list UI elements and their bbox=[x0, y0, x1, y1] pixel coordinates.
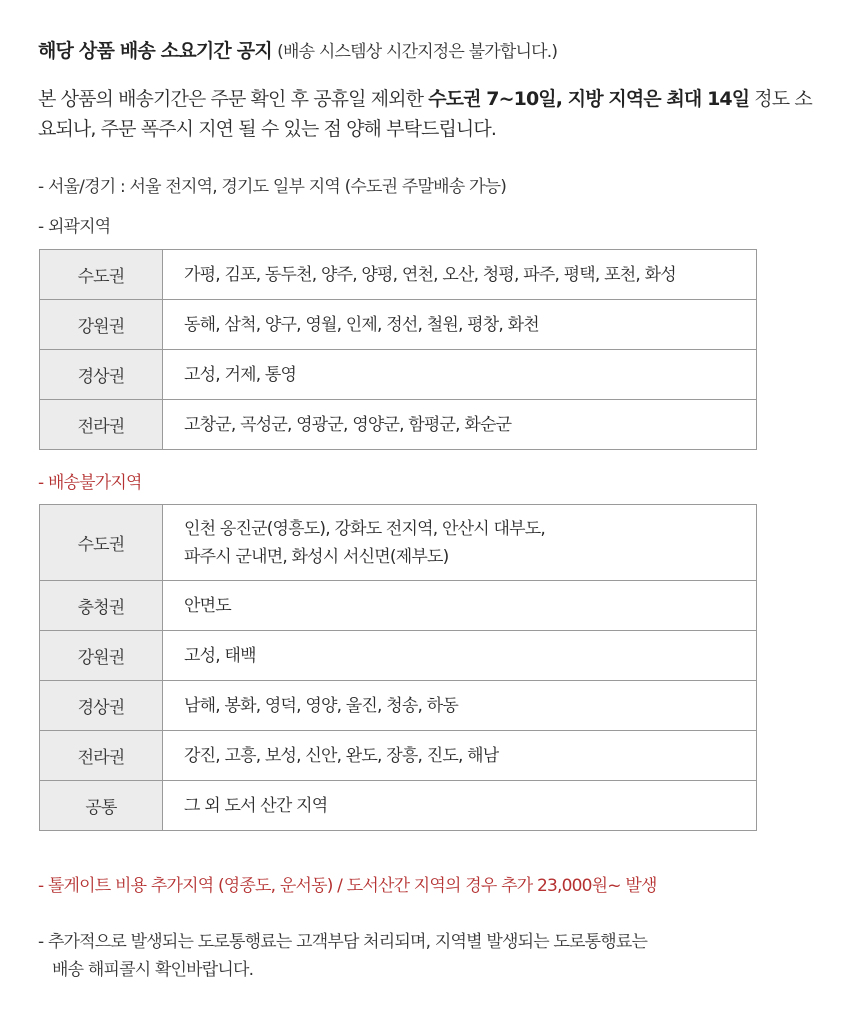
intro-text-2: 정도 소요되나, 주문 폭주시 지연 될 수 있는 점 양해 부탁드립니다. bbox=[38, 88, 812, 140]
table-row bbox=[40, 681, 757, 731]
table-row bbox=[40, 250, 757, 300]
intro-highlight: 수도권 7~10일, 지방 지역은 최대 14일 bbox=[428, 88, 750, 110]
areas-cell: 남해, 봉화, 영덕, 영양, 울진, 청송, 하동 bbox=[163, 681, 757, 731]
region-cell: 공통 bbox=[40, 781, 163, 831]
region-cell: 강원권 bbox=[40, 300, 163, 350]
areas-cell: 고성, 거제, 통영 bbox=[163, 350, 757, 400]
table-row bbox=[40, 631, 757, 681]
region-cell: 강원권 bbox=[40, 631, 163, 681]
areas-cell: 가평, 김포, 동두천, 양주, 양평, 연천, 오산, 청평, 파주, 평택, 포천, 화성 bbox=[163, 250, 757, 300]
table-row bbox=[40, 350, 757, 400]
blocked-table bbox=[39, 504, 757, 831]
table-row bbox=[40, 300, 757, 350]
road-note-line-2: 배송 해피콜시 확인바랍니다. bbox=[52, 960, 254, 980]
areas-cell bbox=[163, 505, 757, 581]
areas-cell: 동해, 삼척, 양구, 영월, 인제, 정선, 철원, 평창, 화천 bbox=[163, 300, 757, 350]
table-row bbox=[40, 505, 757, 581]
region-cell: 전라권 bbox=[40, 400, 163, 450]
table-row bbox=[40, 581, 757, 631]
seoul-line: - 서울/경기 : 서울 전지역, 경기도 일부 지역 (수도권 주말배송 가능) bbox=[38, 177, 507, 197]
areas-line: 파주시 군내면, 화성시 서신면(제부도) bbox=[184, 546, 449, 567]
road-note-line-1: - 추가적으로 발생되는 도로통행료는 고객부담 처리되며, 지역별 발생되는 도로통행료는 bbox=[38, 932, 648, 952]
areas-cell: 그 외 도서 산간 지역 bbox=[163, 781, 757, 831]
region-cell: 경상권 bbox=[40, 350, 163, 400]
notice-title bbox=[38, 36, 557, 63]
table-row bbox=[40, 781, 757, 831]
road-toll-note bbox=[38, 928, 647, 984]
areas-cell: 고창군, 곡성군, 영광군, 영양군, 함평군, 화순군 bbox=[163, 400, 757, 450]
table-row bbox=[40, 400, 757, 450]
areas-cell: 안면도 bbox=[163, 581, 757, 631]
outer-heading: - 외곽지역 bbox=[38, 217, 111, 237]
notice-intro bbox=[38, 84, 828, 144]
region-cell: 수도권 bbox=[40, 505, 163, 581]
notice-title-main: 해당 상품 배송 소요기간 공지 bbox=[38, 40, 272, 62]
table-row bbox=[40, 731, 757, 781]
region-cell: 수도권 bbox=[40, 250, 163, 300]
intro-text-1: 본 상품의 배송기간은 주문 확인 후 공휴일 제외한 bbox=[38, 88, 429, 110]
toll-line: - 톨게이트 비용 추가지역 (영종도, 운서동) / 도서산간 지역의 경우 추가 23,000원~ 발생 bbox=[38, 876, 657, 896]
areas-cell: 고성, 태백 bbox=[163, 631, 757, 681]
notice-title-sub: (배송 시스템상 시간지정은 불가합니다.) bbox=[277, 42, 558, 62]
areas-cell: 강진, 고흥, 보성, 신안, 완도, 장흥, 진도, 해남 bbox=[163, 731, 757, 781]
region-cell: 전라권 bbox=[40, 731, 163, 781]
outer-table bbox=[39, 249, 757, 450]
blocked-heading: - 배송불가지역 bbox=[38, 473, 142, 493]
region-cell: 경상권 bbox=[40, 681, 163, 731]
region-cell: 충청권 bbox=[40, 581, 163, 631]
areas-line: 인천 옹진군(영흥도), 강화도 전지역, 안산시 대부도, bbox=[184, 518, 545, 539]
